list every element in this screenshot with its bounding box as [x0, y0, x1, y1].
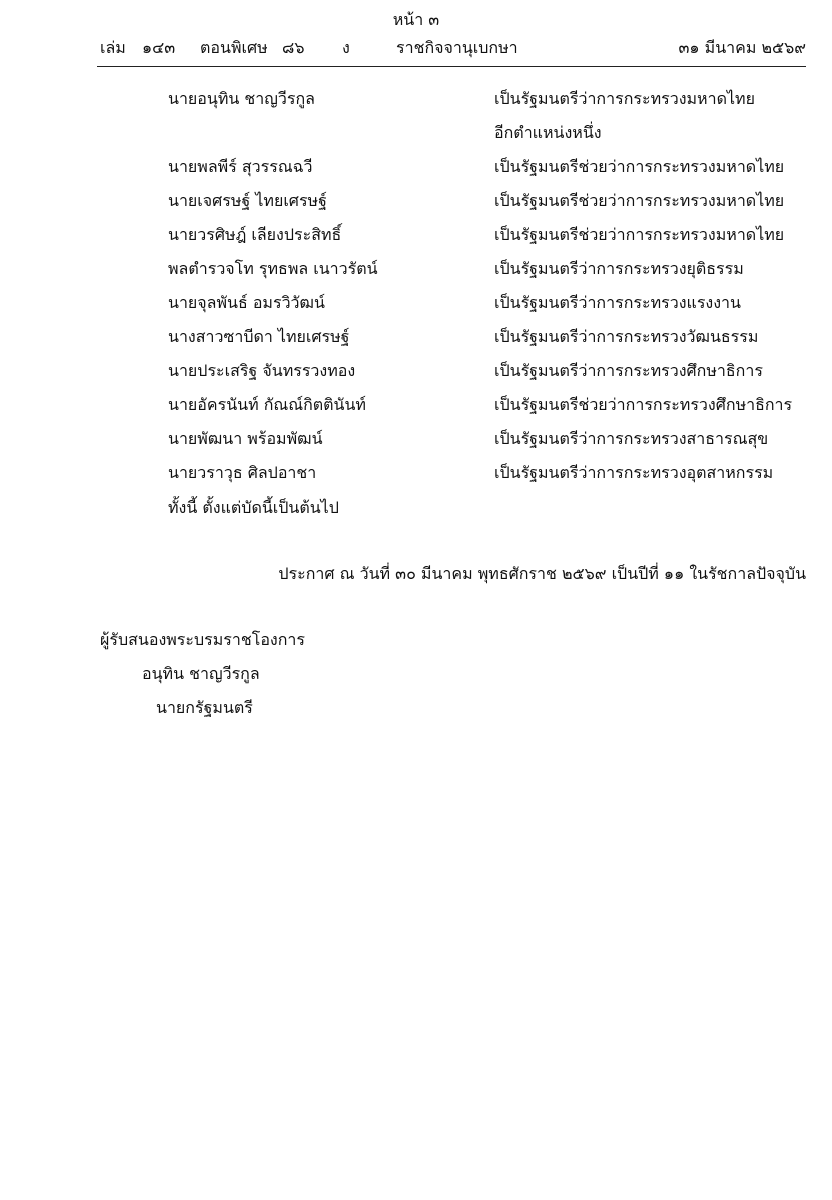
appointee-name: นายประเสริฐ จันทรรวงทอง: [168, 361, 356, 380]
issue-number: ๘๖: [282, 38, 305, 57]
appointee-name: นายอนุทิน ชาญวีรกูล: [168, 89, 315, 108]
appointment-list: [168, 88, 808, 496]
appointee-name: พลตำรวจโท รุทธพล เนาวรัตน์: [168, 259, 378, 278]
appointment-row: [168, 292, 808, 326]
appointee-name: นายพลพีร์ สุวรรณฉวี: [168, 157, 313, 176]
countersign-title: นายกรัฐมนตรี: [156, 698, 253, 717]
header-divider: [97, 66, 806, 67]
appointee-position: เป็นรัฐมนตรีว่าการกระทรวงยุติธรรม: [494, 259, 744, 278]
appointee-position: เป็นรัฐมนตรีช่วยว่าการกระทรวงมหาดไทย: [494, 191, 785, 210]
appointment-row: [168, 326, 808, 360]
proclamation-text: ประกาศ ณ วันที่ ๓๐ มีนาคม พุทธศักราช ๒๕๖๙ เป็นปีที่ ๑๑ ในรัชกาลปัจจุบัน: [278, 564, 806, 583]
volume-label: เล่ม: [100, 38, 126, 57]
appointment-row: [168, 88, 808, 122]
countersign-label: ผู้รับสนองพระบรมราชโองการ: [100, 630, 305, 649]
appointment-row: [168, 394, 808, 428]
appointee-position: เป็นรัฐมนตรีช่วยว่าการกระทรวงมหาดไทย: [494, 157, 785, 176]
appointment-row: [168, 122, 808, 156]
volume-number: ๑๔๓: [142, 38, 176, 57]
issue-label: ตอนพิเศษ: [200, 38, 268, 57]
appointment-row: [168, 462, 808, 496]
appointment-row: [168, 190, 808, 224]
appointment-row: [168, 428, 808, 462]
appointee-name: นางสาวซาบีดา ไทยเศรษฐ์: [168, 327, 350, 346]
gazette-name: ราชกิจจานุเบกษา: [396, 38, 518, 57]
appointment-row: [168, 224, 808, 258]
appointee-position: เป็นรัฐมนตรีช่วยว่าการกระทรวงศึกษาธิการ: [494, 395, 793, 414]
appointee-position: อีกตำแหน่งหนึ่ง: [494, 123, 602, 142]
appointee-position: เป็นรัฐมนตรีว่าการกระทรวงศึกษาธิการ: [494, 361, 763, 380]
page-number: หน้า ๓: [392, 10, 440, 29]
gazette-header: [100, 36, 806, 64]
appointee-position: เป็นรัฐมนตรีว่าการกระทรวงวัฒนธรรม: [494, 327, 759, 346]
appointee-name: นายจุลพันธ์ อมรวิวัฒน์: [168, 293, 325, 312]
publication-date: ๓๑ มีนาคม ๒๕๖๙: [678, 38, 806, 57]
appointee-position: เป็นรัฐมนตรีว่าการกระทรวงสาธารณสุข: [494, 429, 769, 448]
appointee-name: นายพัฒนา พร้อมพัฒน์: [168, 429, 323, 448]
appointee-name: นายวราวุธ ศิลปอาชา: [168, 463, 317, 482]
appointee-name: นายวรศิษฎ์ เลียงประสิทธิ์: [168, 225, 342, 244]
appointee-position: เป็นรัฐมนตรีว่าการกระทรวงมหาดไทย: [494, 89, 755, 108]
appointee-name: นายอัครนันท์ กัณณ์กิตตินันท์: [168, 395, 366, 414]
appointee-position: เป็นรัฐมนตรีช่วยว่าการกระทรวงมหาดไทย: [494, 225, 785, 244]
appointment-row: [168, 258, 808, 292]
appointment-row: [168, 360, 808, 394]
effective-date-text: ทั้งนี้ ตั้งแต่บัดนี้เป็นต้นไป: [168, 498, 339, 517]
appointee-position: เป็นรัฐมนตรีว่าการกระทรวงอุตสาหกรรม: [494, 463, 774, 482]
section-letter: ง: [342, 38, 350, 57]
appointee-position: เป็นรัฐมนตรีว่าการกระทรวงแรงงาน: [494, 293, 741, 312]
appointee-name: นายเจศรษฐ์ ไทยเศรษฐ์: [168, 191, 327, 210]
appointment-row: [168, 156, 808, 190]
countersign-name: อนุทิน ชาญวีรกูล: [142, 664, 260, 683]
